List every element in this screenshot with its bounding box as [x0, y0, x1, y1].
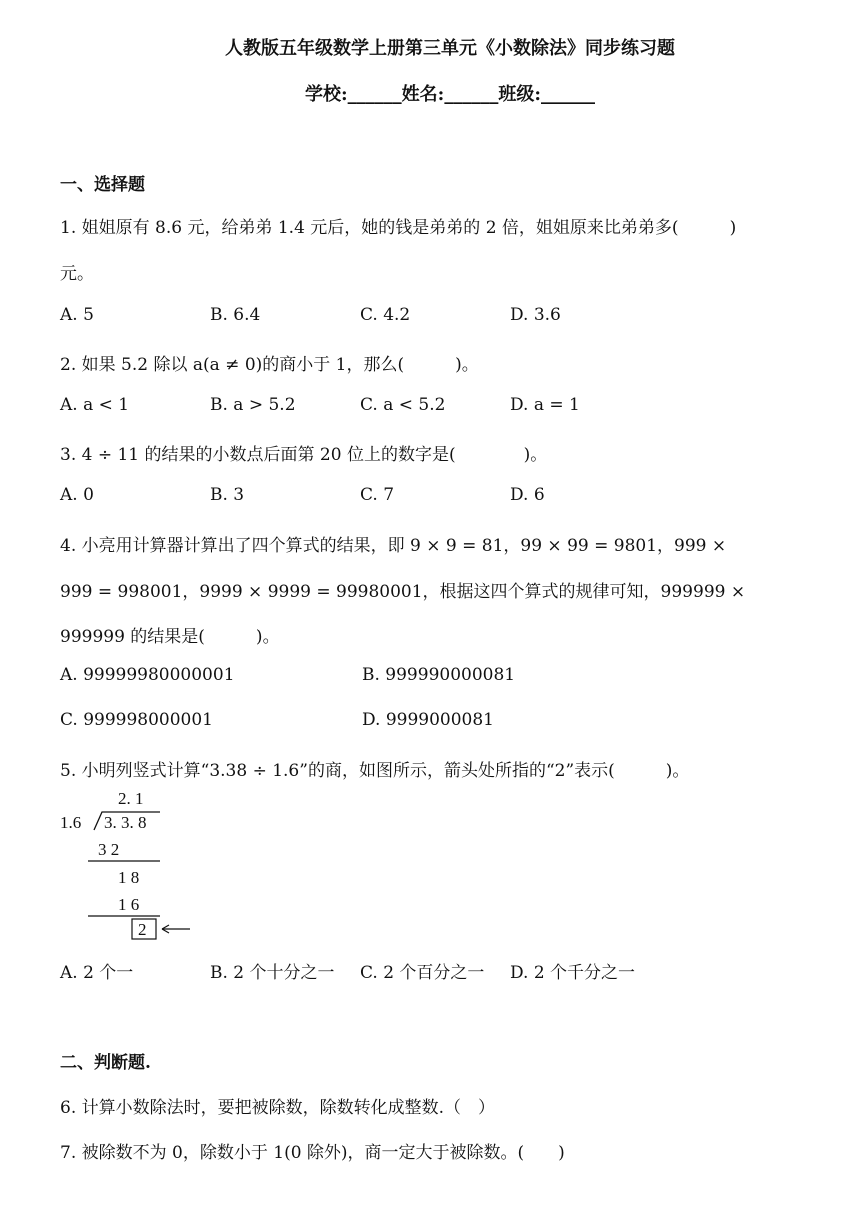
page-title: 人教版五年级数学上册第三单元《小数除法》同步练习题 [225, 38, 675, 59]
question-4-option-d: D. 9999000081 [362, 710, 494, 730]
question-5-line-1: 5. 小明列竖式计算“3.38 ÷ 1.6”的商，如图所示，箭头处所指的“2”表示( )。 [60, 761, 690, 781]
question-2-option-b: B. a > 5.2 [210, 395, 296, 415]
question-4-line-3: 999999 的结果是( )。 [60, 627, 280, 647]
long-division-figure [58, 786, 198, 946]
question-4-option-a: A. 99999980000001 [60, 665, 235, 685]
question-2-option-c: C. a < 5.2 [360, 395, 446, 415]
question-7: 7. 被除数不为 0，除数小于 1(0 除外)，商一定大于被除数。( ) [60, 1143, 565, 1163]
question-2-option-d: D. a = 1 [510, 395, 580, 415]
question-4-option-c: C. 999998000001 [60, 710, 213, 730]
division-dividend: 3. 3. 8 [104, 813, 147, 832]
question-1-option-b: B. 6.4 [210, 305, 261, 325]
question-4-option-b: B. 999990000081 [362, 665, 516, 685]
question-1-option-a: A. 5 [60, 305, 94, 325]
division-remainder: 2 [138, 920, 147, 939]
question-5-option-d: D. 2 个千分之一 [510, 963, 636, 983]
division-row-3: 1 6 [118, 895, 140, 914]
question-5-option-b: B. 2 个十分之一 [210, 963, 335, 983]
question-1-option-d: D. 3.6 [510, 305, 561, 325]
question-3-option-d: D. 6 [510, 485, 545, 505]
section-title-choice: 一、选择题 [60, 175, 145, 195]
question-2-line-1: 2. 如果 5.2 除以 a(a ≠ 0)的商小于 1，那么( )。 [60, 355, 479, 375]
division-row-2: 1 8 [118, 868, 140, 887]
question-1-option-c: C. 4.2 [360, 305, 411, 325]
division-quotient: 2. 1 [118, 789, 144, 808]
student-info-line: 学校:______姓名:______班级:______ [305, 84, 595, 105]
question-5-option-c: C. 2 个百分之一 [360, 963, 485, 983]
question-3-option-b: B. 3 [210, 485, 245, 505]
question-3-line-1: 3. 4 ÷ 11 的结果的小数点后面第 20 位上的数字是( )。 [60, 445, 548, 465]
question-1-line-2: 元。 [60, 264, 94, 284]
question-3-option-a: A. 0 [60, 485, 94, 505]
question-4-line-1: 4. 小亮用计算器计算出了四个算式的结果，即 9 × 9 = 81，99 × 99 = 9801，999 × [60, 536, 727, 556]
division-divisor: 1.6 [60, 813, 82, 832]
question-5-option-a: A. 2 个一 [60, 963, 134, 983]
question-1-line-1: 1. 姐姐原有 8.6 元，给弟弟 1.4 元后，她的钱是弟弟的 2 倍，姐姐原来比弟弟多( ) [60, 218, 737, 238]
question-6: 6. 计算小数除法时，要把被除数，除数转化成整数.（ ） [60, 1098, 496, 1118]
question-4-line-2: 999 = 998001，9999 × 9999 = 99980001，根据这四个算式的规律可知，999999 × [60, 582, 746, 602]
section-title-judgement: 二、判断题. [60, 1053, 151, 1073]
question-2-option-a: A. a < 1 [60, 395, 130, 415]
question-3-option-c: C. 7 [360, 485, 395, 505]
division-row-1: 3 2 [98, 840, 120, 859]
